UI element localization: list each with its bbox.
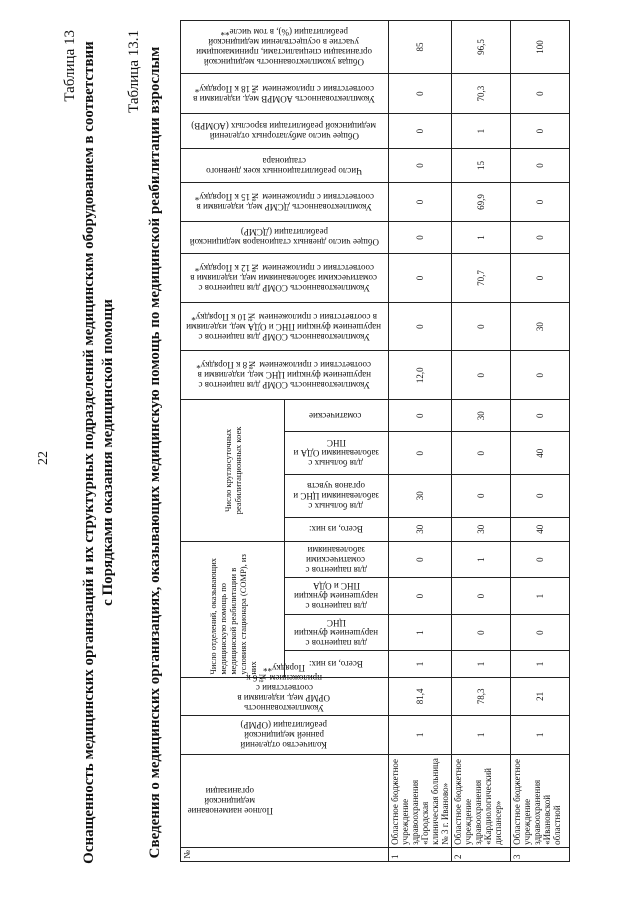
cell-somr-cns: 0: [511, 614, 570, 650]
header-aomr-count: Общее число амбулаторных отделений медицинской реабилитации взрослых (АОМРВ): [181, 114, 389, 148]
cell-total-equip: 85: [389, 21, 452, 74]
cell-dsmr-equip: 69,9: [452, 183, 511, 221]
cell-orm-count: 1: [389, 716, 452, 754]
table131-title: Сведения о медицинских организациях, оказывающих медицинскую помощь по медицинской реабилитации взрослым: [147, 46, 163, 859]
cell-somr-cns-equip: 12,0: [389, 351, 452, 400]
header-dsmr-equip: Укомплектованность ДСМР мед. изделиями в соответствии с приложением №15 к Порядку*: [181, 183, 389, 221]
table131-label: Таблица 13.1: [126, 30, 142, 113]
cell-somr-pns: 0: [452, 578, 511, 614]
cell-beds-cns: 0: [511, 475, 570, 518]
header-name: Полное наименование медицинской организации: [181, 754, 389, 847]
header-somr-total: Всего, из них:: [285, 651, 389, 677]
cell-somr-som: 0: [511, 541, 570, 578]
cell-somr-total: 1: [511, 651, 570, 677]
cell-somr-pns-equip: 30: [511, 302, 570, 351]
cell-beds-total: 30: [452, 517, 511, 541]
org-name: Областное бюджетное учреждение здравоохранения «Ивановской областной: [511, 754, 570, 847]
header-somr-cns-equip: Укомплектованность СОМР для пациентов с нарушением функции ЦНС мед. изделиями в соответствии с приложением №8 к Порядку*: [181, 351, 389, 400]
cell-somr-som-equip: 0: [511, 254, 570, 303]
table-row: [452, 21, 511, 862]
cell-somr-pns-equip: 0: [389, 302, 452, 351]
cell-somr-pns: 1: [511, 578, 570, 614]
cell-beds-som: 30: [452, 400, 511, 432]
header-beds-som: соматические: [285, 400, 389, 432]
cell-somr-som: 1: [452, 541, 511, 578]
header-dsmr-beds: Число реабилитационных коек дневного стационара: [181, 148, 389, 182]
cell-beds-total: 40: [511, 517, 570, 541]
header-somr-som: для пациентов с соматическими заболеваниями: [285, 541, 389, 578]
cell-beds-cns: 30: [389, 475, 452, 518]
cell-aomr-count: 1: [452, 114, 511, 148]
cell-somr-cns-equip: 0: [511, 351, 570, 400]
header-beds-oda: для больных с заболеваниями ОДА и ПНС: [285, 432, 389, 475]
cell-beds-oda: 0: [389, 432, 452, 475]
table-row: [389, 21, 452, 862]
org-name: Областное бюджетное учреждение здравоохранения «Городская клиническая больница № 3 г. Иваново»: [389, 754, 452, 847]
header-somr-group: Число отделений, оказывающих медицинскую помощь по медицинской реабилитации в условиях стационара (СОМР), из них: [181, 541, 285, 677]
cell-dsmr-equip: 0: [389, 183, 452, 221]
cell-dsmr-count: 0: [511, 221, 570, 253]
cell-orm-count: 1: [511, 716, 570, 754]
cell-somr-som-equip: 0: [389, 254, 452, 303]
cell-beds-total: 30: [389, 517, 452, 541]
cell-somr-cns-equip: 0: [452, 351, 511, 400]
cell-aomr-count: 0: [511, 114, 570, 148]
cell-beds-oda: 40: [511, 432, 570, 475]
header-beds-group: Число круглосуточных реабилитационных коек: [181, 400, 285, 542]
header-beds-total: Всего, из них:: [285, 517, 389, 541]
cell-orm-equip: 81,4: [389, 677, 452, 715]
header-dsmr-count: Общее число дневных стационаров медицинской реабилитации (ДСМР): [181, 221, 389, 253]
cell-aomr-equip: 70,3: [452, 73, 511, 114]
header-somr-pns-equip: Укомплектованность СОМР для пациентов с нарушением функции ПНС и ОДА мед. изделиями в соответствии с приложением №10 к Порядку*: [181, 302, 389, 351]
cell-total-equip: 96,5: [452, 21, 511, 74]
cell-dsmr-beds: 0: [389, 148, 452, 182]
cell-somr-pns: 0: [389, 578, 452, 614]
cell-dsmr-beds: 0: [511, 148, 570, 182]
row-num: 1: [389, 847, 452, 861]
cell-aomr-count: 0: [389, 114, 452, 148]
cell-somr-pns-equip: 0: [452, 302, 511, 351]
header-total-equip: Общая укомплектованность медицинской организации специалистами, принимающими участие в осуществлении медицинской реабилитации (%), в том числе**: [181, 21, 389, 74]
cell-orm-count: 1: [452, 716, 511, 754]
cell-somr-cns: 0: [452, 614, 511, 650]
header-somr-pns: для пациентов с нарушением функции ПНС и ОДА: [285, 578, 389, 614]
header-somr-cns: для пациентов с нарушением функции ЦНС: [285, 614, 389, 650]
page-number: 22: [36, 451, 51, 465]
rehab-table: [180, 20, 570, 862]
table13-label: Таблица 13: [62, 30, 78, 102]
header-num: №: [181, 847, 389, 861]
cell-somr-total: 1: [389, 651, 452, 677]
org-name: Областное бюджетное учреждение здравоохранения «Кардиологический диспансер»: [452, 754, 511, 847]
cell-dsmr-count: 1: [452, 221, 511, 253]
row-num: 2: [452, 847, 511, 861]
cell-beds-cns: 0: [452, 475, 511, 518]
header-somr-som-equip: Укомплектованность СОМР для пациентов с соматическими заболеваниями мед. изделиями в соответствии с приложением №12 к Порядку*: [181, 254, 389, 303]
header-beds-cns: для больных с заболеваниями ЦНС и органов чувств: [285, 475, 389, 518]
table-row: [511, 21, 570, 862]
header-orm-equip: Укомплектованность ОРМР мед. изделиями в соответствии с приложением №6 к Порядку**: [181, 677, 389, 715]
cell-aomr-equip: 0: [511, 73, 570, 114]
header-orm-count: Количество отделений ранней медицинской реабилитации (ОРМР): [181, 716, 389, 754]
cell-aomr-equip: 0: [389, 73, 452, 114]
cell-beds-som: 0: [511, 400, 570, 432]
cell-dsmr-count: 0: [389, 221, 452, 253]
cell-beds-oda: 0: [452, 432, 511, 475]
row-num: 3: [511, 847, 570, 861]
cell-somr-som: 0: [389, 541, 452, 578]
cell-dsmr-equip: 0: [511, 183, 570, 221]
header-aomr-equip: Укомплектованность АОМРВ мед. изделиями в соответствии с приложением №18 к Порядку*: [181, 73, 389, 114]
cell-somr-som-equip: 70,7: [452, 254, 511, 303]
cell-beds-som: 0: [389, 400, 452, 432]
cell-somr-total: 1: [452, 651, 511, 677]
cell-orm-equip: 21: [511, 677, 570, 715]
cell-somr-cns: 1: [389, 614, 452, 650]
cell-dsmr-beds: 15: [452, 148, 511, 182]
cell-orm-equip: 78,3: [452, 677, 511, 715]
table13-title: Оснащенность медицинских организаций и их структурных подразделений медицинским оборудованием в соответствии с Порядками оказания медицинской помощи: [81, 41, 116, 864]
cell-total-equip: 100: [511, 21, 570, 74]
